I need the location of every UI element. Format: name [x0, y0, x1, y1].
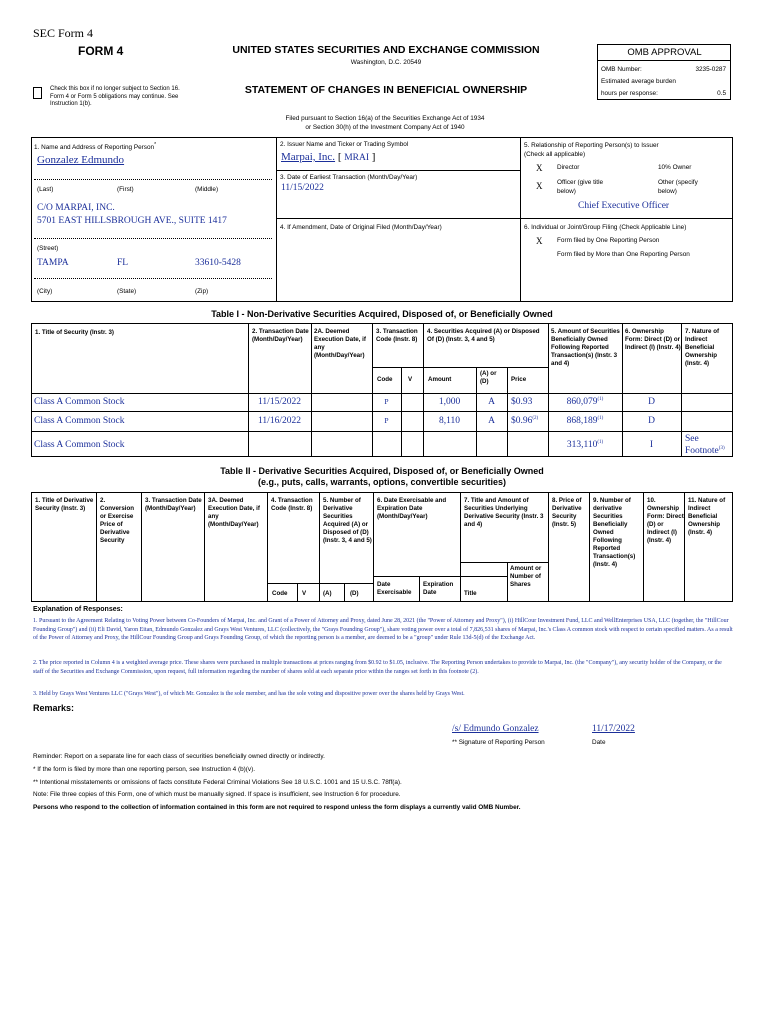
t1-row2-date: 11/16/2022: [258, 416, 301, 426]
city-value: TAMPA: [37, 258, 69, 268]
t1-row3-owned: 313,110$^{(1)}$: [566, 440, 604, 451]
t2-h3: 3. Transaction Date (Month/Day/Year): [145, 497, 202, 512]
address-line-2: 5701 EAST HILLSBROUGH AVE., SUITE 1417: [37, 216, 227, 226]
t1-row1-code: P: [384, 397, 389, 406]
omb-burden-label: Estimated average burden: [601, 78, 676, 85]
box6-label: 6. Individual or Joint/Group Filing (Check Applicable Line): [524, 224, 687, 231]
director-label: Director: [557, 164, 580, 171]
signature: /s/ Edmundo Gonzalez: [452, 724, 539, 734]
box4-label: 4. If Amendment, Date of Original Filed (Month/Day/Year): [280, 224, 442, 231]
t1-h6: 6. Ownership Form: Direct (D) or Indirect (I) (Instr. 4): [625, 328, 681, 351]
table1-title: Table I - Non-Derivative Securities Acquired, Disposed of, or Beneficially Owned: [211, 309, 553, 319]
box2-label: 2. Issuer Name and Ticker or Trading Symbol: [280, 141, 409, 148]
t1-h5: 5. Amount of Securities Beneficially Owned Following Reported Transaction(s) (Instr. 3 and 4): [551, 328, 620, 367]
t1-sub-amount: Amount: [428, 376, 452, 383]
officer-mark[interactable]: X: [536, 181, 543, 191]
address-line-1: C/O MARPAI, INC.: [37, 203, 115, 213]
last-label: (Last): [37, 186, 54, 193]
city-label: (City): [37, 288, 53, 295]
footer-note-3: Note: File three copies of this Form, one of which must be manually signed. If space is insufficient, see Instruction 6 for procedure.: [33, 791, 401, 798]
t1-sub-v: V: [408, 376, 413, 383]
filed-pursuant-1: Filed pursuant to Section 16(a) of the Securities Exchange Act of 1934: [285, 115, 485, 122]
street-label: (Street): [37, 245, 59, 252]
box1-label: 1. Name and Address of Reporting Person*: [34, 142, 157, 152]
ten-percent-owner-label: 10% Owner: [658, 164, 692, 171]
t1-row1-owned: 860,079$^{(1)}$: [566, 397, 604, 408]
t1-row1-amount: 1,000: [438, 397, 461, 407]
commission-title: UNITED STATES SECURITIES AND EXCHANGE COMMISSION: [232, 44, 540, 56]
footer-note-1: * If the form is filed by more than one reporting person, see Instruction 4 (b)(v).: [33, 766, 255, 773]
one-person-mark[interactable]: X: [536, 236, 543, 246]
t1-h1: 1. Title of Security (Instr. 3): [35, 329, 114, 336]
t2-sub-a: (A): [323, 590, 332, 597]
t1-sub-price: Price: [511, 376, 527, 383]
checkbox-note: Check this box if no longer subject to Section 16. Form 4 or Form 5 obligations may continue. See Instruction 1(b).: [50, 86, 180, 108]
t2-h4: 4. Transaction Code (Instr. 8): [271, 497, 313, 512]
omb-title: OMB APPROVAL: [598, 45, 731, 61]
t2-h7: 7. Title and Amount of Securities Underlying Derivative Security (Instr. 3 and 4): [464, 497, 544, 528]
one-person-label: Form filed by One Reporting Person: [557, 237, 660, 244]
state-value: FL: [117, 258, 129, 268]
no-longer-subject-checkbox[interactable]: [33, 87, 42, 99]
t2-h6: 6. Date Exercisable and Expiration Date (Month/Day/Year): [377, 497, 447, 520]
explanation-2: 2. The price reported in Column 4 is a weighted average price. These shares were purchased in multiple transactions at prices ranging from $0.92 to $1.05, inclusive. The Reporting Person undertakes to provide to Marpai, Inc. (the "Company"), any security holder of the Company, or the staff of the Securities and Exchange Commission, upon request, full information regarding the number of shares sold at each separate price within the ranges set forth in this footnote (2).: [33, 660, 722, 675]
issuer-name-link[interactable]: Marpai, Inc.: [281, 151, 336, 163]
location: Washington, D.C. 20549: [350, 59, 422, 66]
t1-row2-ad: A: [488, 416, 495, 426]
omb-approval-box: [597, 44, 731, 100]
t1-row1-date: 11/15/2022: [258, 397, 301, 407]
t2-h2: 2. Conversion or Exercise Price of Derivative Security: [100, 497, 135, 544]
doc-label: SEC Form 4: [33, 26, 94, 40]
statement-title: STATEMENT OF CHANGES IN BENEFICIAL OWNERSHIP: [244, 84, 528, 96]
t1-sub-code: Code: [377, 376, 393, 383]
officer-title: Chief Executive Officer: [578, 201, 670, 211]
t2-sub-v: V: [302, 590, 307, 597]
footer-note-2: ** Intentional misstatements or omissions of facts constitute Federal Criminal Violations See 18 U.S.C. 1001 and 15 U.S.C. 78ff(a).: [33, 779, 402, 786]
table2-title: Table II - Derivative Securities Acquired, Disposed of, or Beneficially Owned (e.g., puts, calls, warrants, options, convertible securities): [220, 466, 544, 487]
remarks-label: Remarks:: [33, 703, 75, 713]
ticker-symbol: MRAI: [344, 153, 370, 163]
filed-pursuant-2: or Section 30(h) of the Investment Company Act of 1940: [305, 124, 465, 131]
reporting-person-name[interactable]: Gonzalez Edmundo: [37, 154, 125, 166]
t2-sub-d: (D): [350, 590, 359, 597]
date-label: Date: [592, 739, 606, 746]
form-title: FORM 4: [78, 44, 124, 58]
officer-label: Officer (give title below): [557, 179, 604, 195]
t2-h5: 5. Number of Derivative Securities Acquired (A) or Disposed of (D) (Instr. 3, 4 and 5): [323, 497, 372, 544]
earliest-transaction-date: 11/15/2022: [281, 183, 324, 193]
ticker-open: [: [337, 151, 342, 163]
t1-h7: 7. Nature of Indirect Beneficial Ownership (Instr. 4): [685, 328, 720, 367]
t1-h4: 4. Securities Acquired (A) or Disposed Of (D) (Instr. 3, 4 and 5): [427, 328, 540, 343]
box3-label: 3. Date of Earliest Transaction (Month/Day/Year): [280, 174, 418, 181]
t1-row2-amount: 8,110: [438, 416, 461, 426]
t2-sub-expiration: Expiration Date: [423, 581, 454, 596]
state-label: (State): [117, 288, 137, 295]
t2-sub-amount: Amount or Number of Shares: [510, 565, 542, 588]
director-mark[interactable]: X: [536, 163, 543, 173]
t1-row1-price: $0.93: [511, 397, 533, 408]
t1-row3-nature: See Footnote$^{(3)}$: [685, 434, 725, 457]
footer-reminder: Reminder: Report on a separate line for each class of securities beneficially owned directly or indirectly.: [33, 753, 325, 760]
omb-hours-label: hours per response:: [601, 90, 658, 97]
t2-h1: 1. Title of Derivative Security (Instr. 3): [35, 497, 94, 512]
ticker-close: ]: [371, 151, 376, 163]
t1-row2-title: Class A Common Stock: [34, 416, 125, 426]
issuer-line: [281, 151, 375, 163]
explanation-1: 1. Pursuant to the Agreement Relating to Voting Power between Co-Founders of Marpai, Inc. and Grant of a Power of Attorney and Proxy, dated June 28, 2021 (the "Power of Attorney and Proxy"), (i) HillCour Investment Fund, LLC and WellEnterprises USA, LLC (together, the "HillCour Founding Group") and (ii) Eli David, Yaron Eitan, Edmundo Gonzalez and Grays West Ventures, LLC (collectively, the "Grays Founding Group"), share voting power over a total of 7,826,531 shares of Marpai, Inc.'s Class A common stock with respect to certain specified matters. As a result of the Power of Attorney and Proxy, the HillCour Founding Group and Grays Founding Group, of which the reporting person is a member, are deemed to be a "group" under Rule 13d-5(d) of the Exchange Act.: [33, 618, 733, 641]
t2-sub-code: Code: [272, 590, 288, 597]
t1-row1-form: D: [648, 397, 655, 407]
multiple-persons-label: Form filed by More than One Reporting Person: [557, 251, 690, 258]
first-label: (First): [117, 186, 134, 193]
t2-sub-exercisable: Date Exercisable: [377, 581, 412, 596]
omb-hours-value: 0.5: [717, 90, 726, 97]
t2-h8: 8. Price of Derivative Security (Instr. 5): [552, 497, 582, 528]
t1-h3: 3. Transaction Code (Instr. 8): [376, 328, 418, 343]
t2-h11: 11. Nature of Indirect Beneficial Ownership (Instr. 4): [688, 497, 726, 536]
t2-h9: 9. Number of derivative Securities Beneficially Owned Following Reported Transaction(s) (Instr. 4): [593, 497, 636, 568]
middle-label: (Middle): [195, 186, 219, 193]
t1-row2-code: P: [384, 416, 389, 425]
t1-row1-title: Class A Common Stock: [34, 397, 125, 407]
explanation-3: 3. Held by Grays West Ventures LLC ("Grays West"), of which Mr. Gonzalez is the sole member, and has the sole voting and dispositive power over the shares held by Grays West.: [33, 691, 465, 697]
t1-row3-title: Class A Common Stock: [34, 440, 125, 450]
omb-number-label: OMB Number:: [601, 66, 642, 73]
t1-row2-price: $0.96$^{(2)}$: [511, 416, 539, 427]
explanation-label: Explanation of Responses:: [33, 606, 123, 613]
signature-date: 11/17/2022: [592, 724, 635, 734]
other-label: Other (specify below): [658, 179, 698, 195]
t1-h2: 2. Transaction Date (Month/Day/Year): [252, 328, 309, 343]
t1-row1-ad: A: [488, 397, 495, 407]
t2-sub-title: Title: [464, 590, 477, 597]
t2-h3a: 3A. Deemed Execution Date, if any (Month/Day/Year): [208, 497, 260, 528]
omb-number-value: 3235-0287: [695, 66, 726, 73]
t2-h10: 10. Ownership Form: Direct (D) or Indirect (I) (Instr. 4): [647, 497, 684, 544]
t1-row2-form: D: [648, 416, 655, 426]
t1-h2a: 2A. Deemed Execution Date, if any (Month/Day/Year): [314, 328, 366, 359]
footer-omb-note: Persons who respond to the collection of information contained in this form are not required to respond unless the form displays a currently valid OMB Number.: [33, 804, 521, 811]
box5-label: 5. Relationship of Reporting Person(s) to Issuer (Check all applicable): [524, 142, 659, 158]
t1-sub-ad: (A) or (D): [480, 370, 497, 385]
zip-label: (Zip): [195, 288, 209, 295]
signature-label: ** Signature of Reporting Person: [452, 739, 545, 746]
t1-row3-form: I: [649, 440, 654, 450]
zip-value: 33610-5428: [195, 258, 241, 268]
filed-pursuant: [220, 114, 550, 132]
t1-row2-owned: 868,189$^{(1)}$: [566, 416, 604, 427]
